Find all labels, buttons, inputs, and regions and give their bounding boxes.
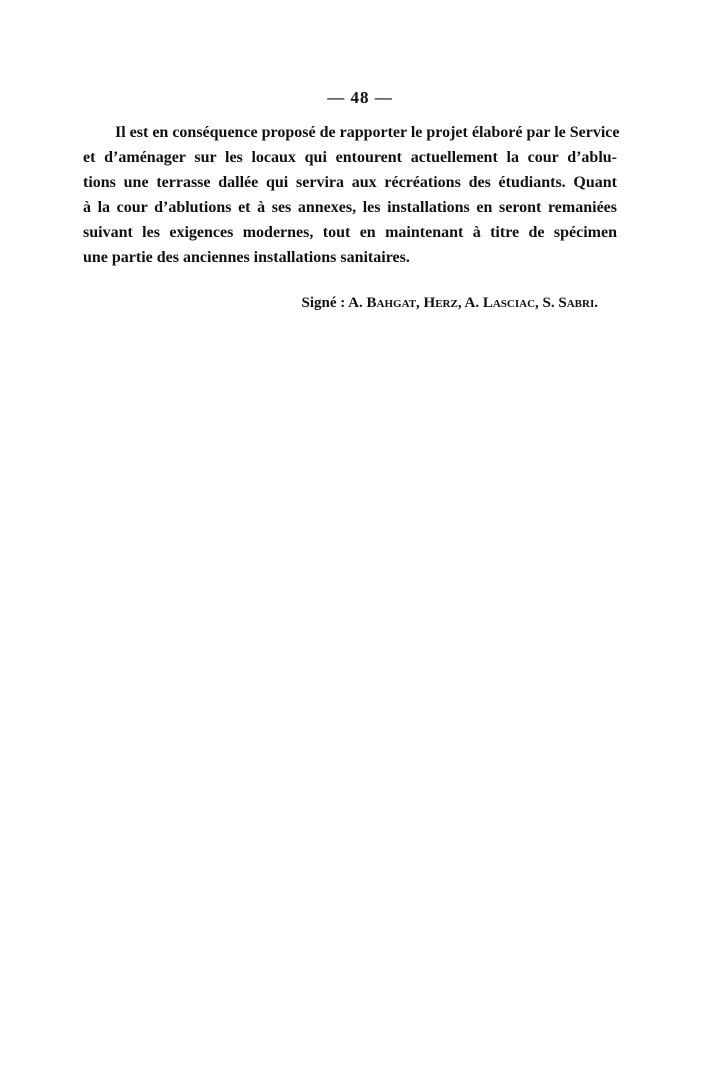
signature-line [0,295,598,312]
paragraph-line: à la cour d’ablutions et à ses annexes, les installations en seront remaniées [83,199,617,216]
signature-separator: , A. [457,295,483,311]
paragraph-line: Il est en conséquence proposé de rapporter le projet élaboré par le Service [115,124,620,141]
paragraph-line: tions une terrasse dallée qui servira aux récréations des étudiants. Quant [83,174,617,191]
signatory-name: Bahgat [366,295,417,311]
paragraph-line: et d’aménager sur les locaux qui entourent actuellement la cour d’ablu- [83,149,617,166]
signatory-name: Sabri [558,295,595,311]
paragraph-line: une partie des anciennes installations sanitaires. [83,249,410,266]
body-paragraph [83,120,620,270]
signatory-name: Lasciac [482,295,536,311]
signatory-name: Herz [423,295,458,311]
signature-prefix: Signé : A. [301,295,367,311]
paragraph-line: suivant les exigences modernes, tout en maintenant à titre de spécimen [83,224,617,241]
signature-separator: , [416,295,424,311]
page-number: — 48 — [327,88,393,107]
signature-suffix: . [594,295,598,311]
signature-separator: , S. [535,295,559,311]
